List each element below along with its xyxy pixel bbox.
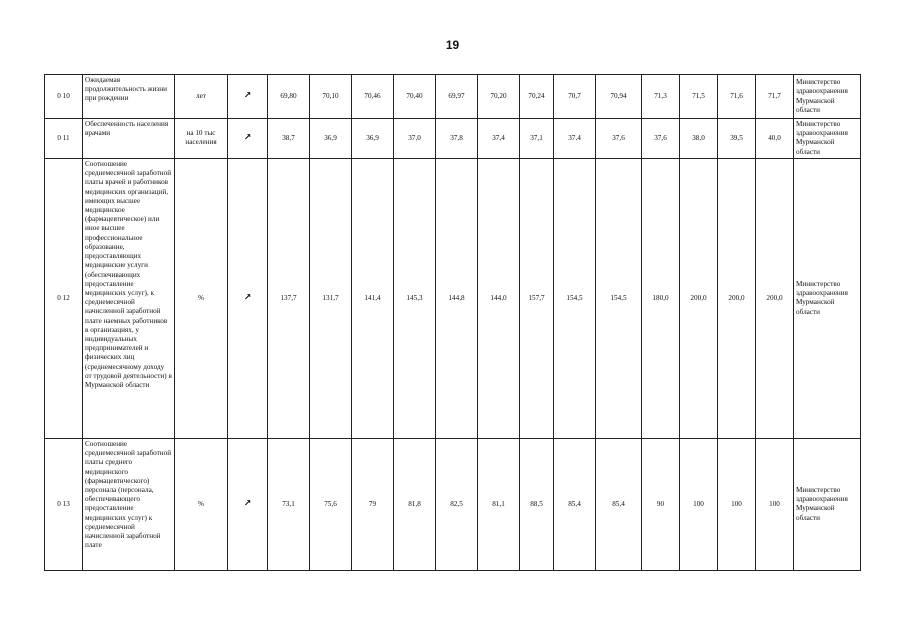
value-cell: 100	[718, 438, 756, 570]
value-cell: 200,0	[718, 158, 756, 438]
value-cell: 73,1	[268, 438, 310, 570]
ministry-cell: Министерство здравоохранения Мурманской области	[794, 119, 861, 159]
trend-cell	[228, 119, 268, 159]
value-cell: 36,9	[310, 119, 352, 159]
value-cell: 70,46	[352, 75, 394, 119]
trend-up-arrow-icon: ↗	[243, 90, 252, 101]
row-code: 0 12	[45, 158, 83, 438]
value-cell: 71,6	[718, 75, 756, 119]
indicator-name: Ожидаемая продолжительность жизни при рождении	[83, 75, 175, 119]
ministry-cell: Министерство здравоохранения Мурманской области	[794, 75, 861, 119]
value-cell: 71,7	[756, 75, 794, 119]
value-cell: 38,7	[268, 119, 310, 159]
indicator-name: Обеспеченность населения врачами	[83, 119, 175, 159]
ministry-cell: Министерство здравоохранения Мурманской области	[794, 438, 861, 570]
value-cell: 70,24	[520, 75, 554, 119]
value-cell: 200,0	[756, 158, 794, 438]
unit-cell: лет	[175, 75, 228, 119]
value-cell: 36,9	[352, 119, 394, 159]
value-cell: 79	[352, 438, 394, 570]
value-cell: 81,8	[394, 438, 436, 570]
value-cell: 85,4	[596, 438, 642, 570]
value-cell: 100	[680, 438, 718, 570]
value-cell: 82,5	[436, 438, 478, 570]
value-cell: 70,10	[310, 75, 352, 119]
value-cell: 40,0	[756, 119, 794, 159]
value-cell: 144,0	[478, 158, 520, 438]
value-cell: 69,97	[436, 75, 478, 119]
value-cell: 71,3	[642, 75, 680, 119]
trend-cell	[228, 158, 268, 438]
unit-cell: %	[175, 438, 228, 570]
value-cell: 81,1	[478, 438, 520, 570]
page-number: 19	[445, 38, 460, 52]
value-cell: 145,3	[394, 158, 436, 438]
value-cell: 85,4	[554, 438, 596, 570]
trend-up-arrow-icon: ↗	[243, 132, 252, 143]
value-cell: 70,20	[478, 75, 520, 119]
trend-cell	[228, 438, 268, 570]
trend-up-arrow-icon: ↗	[243, 498, 252, 509]
table-row	[45, 438, 861, 570]
indicator-name: Соотношение среднемесячной заработной платы врачей и работников медицинских организаций, имеющих высшее медицинское (фармацевтическое) или иное высшее профессиональное образование, предоставляющих медицинские услуги (обеспечивающих предоставление медицинских услуг), к среднемесячной начисленной заработной плате наемных работников в организациях, у индивидуальных предпринимателей и физических лиц (среднемесячному доходу от трудовой деятельности) в Мурманской области	[83, 158, 175, 438]
value-cell: 37,8	[436, 119, 478, 159]
value-cell: 154,5	[596, 158, 642, 438]
unit-cell: %	[175, 158, 228, 438]
value-cell: 137,7	[268, 158, 310, 438]
value-cell: 141,4	[352, 158, 394, 438]
value-cell: 70,94	[596, 75, 642, 119]
value-cell: 75,6	[310, 438, 352, 570]
unit-cell: на 10 тыс населения	[175, 119, 228, 159]
value-cell: 131,7	[310, 158, 352, 438]
value-cell: 154,5	[554, 158, 596, 438]
value-cell: 200,0	[680, 158, 718, 438]
value-cell: 37,4	[478, 119, 520, 159]
indicators-table	[44, 74, 861, 571]
trend-cell	[228, 75, 268, 119]
table-row	[45, 119, 861, 159]
value-cell: 144,8	[436, 158, 478, 438]
table-row	[45, 158, 861, 438]
row-code: 0 11	[45, 119, 83, 159]
value-cell: 39,5	[718, 119, 756, 159]
value-cell: 37,6	[596, 119, 642, 159]
row-code: 0 13	[45, 438, 83, 570]
value-cell: 37,1	[520, 119, 554, 159]
row-code: 0 10	[45, 75, 83, 119]
value-cell: 70,7	[554, 75, 596, 119]
value-cell: 37,0	[394, 119, 436, 159]
value-cell: 37,6	[642, 119, 680, 159]
trend-up-arrow-icon: ↗	[243, 292, 252, 303]
ministry-cell: Министерство здравоохранения Мурманской области	[794, 158, 861, 438]
table-row	[45, 75, 861, 119]
value-cell: 88,5	[520, 438, 554, 570]
value-cell: 69,80	[268, 75, 310, 119]
value-cell: 157,7	[520, 158, 554, 438]
value-cell: 37,4	[554, 119, 596, 159]
value-cell: 38,0	[680, 119, 718, 159]
indicator-name: Соотношение среднемесячной заработной платы среднего медицинского (фармацевтического) персонала (персонала, обеспечивающего предоставление медицинских услуг) к среднемесячной начисленной заработной плате	[83, 438, 175, 570]
value-cell: 90	[642, 438, 680, 570]
value-cell: 71,5	[680, 75, 718, 119]
value-cell: 100	[756, 438, 794, 570]
value-cell: 180,0	[642, 158, 680, 438]
value-cell: 70,40	[394, 75, 436, 119]
